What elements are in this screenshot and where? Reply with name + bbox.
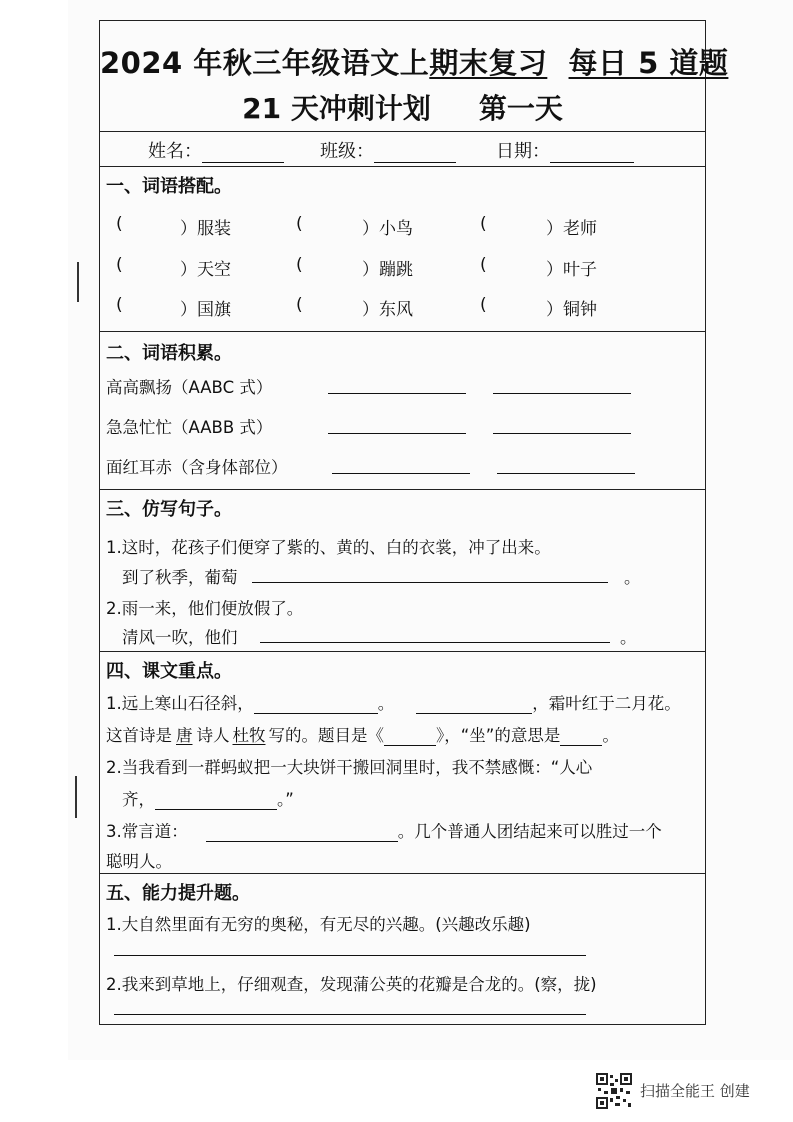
poem-stop: 。 (377, 694, 395, 713)
title-prefix: 2024 年秋三年级语文上 (100, 46, 430, 80)
match-item: ）铜钟 (546, 300, 597, 320)
date-label: 日期： (496, 141, 550, 162)
question-text: 聪明人。 (106, 852, 172, 871)
saying-start: 3.常言道： (106, 822, 188, 841)
name-field[interactable] (148, 137, 284, 163)
title-underlined: 期末复习 (429, 46, 548, 80)
poem-line (106, 690, 681, 714)
class-label: 班级： (320, 141, 374, 162)
answer-blank[interactable] (328, 415, 466, 434)
paren-open: ( (116, 295, 123, 315)
answer-blank[interactable] (493, 375, 631, 394)
answer-blank[interactable] (206, 823, 398, 842)
subtitle-day: 第一天 (478, 92, 563, 125)
date-field[interactable] (496, 137, 634, 163)
title-suffix: 每日 5 道题 (568, 46, 729, 80)
paren-open: ( (116, 255, 123, 275)
name-label: 姓名： (148, 141, 202, 162)
worksheet-subtitle (100, 87, 705, 127)
answer-blank[interactable] (332, 455, 470, 474)
dynasty-answer: 唐 (176, 726, 193, 745)
proverb-end: 。” (277, 790, 294, 809)
rewrite-question: 1.大自然里面有无穷的奥秘，有无尽的兴趣。(兴趣改乐趣) (106, 915, 531, 934)
answer-blank[interactable] (416, 695, 532, 714)
question-text (122, 786, 294, 810)
match-item: ）国旗 (180, 300, 231, 320)
word-prompt: 高高飘扬（AABC 式） (106, 378, 273, 397)
section4-heading: 四、课文重点。 (106, 661, 232, 682)
match-item: ）蹦跳 (362, 260, 413, 280)
section5-heading: 五、能力提升题。 (106, 883, 250, 904)
section2-heading: 二、词语积累。 (106, 343, 232, 364)
match-item: ）小鸟 (362, 219, 413, 239)
section3-heading: 三、仿写句子。 (106, 499, 232, 520)
poet-answer: 杜牧 (232, 726, 266, 745)
worksheet-title (100, 41, 729, 82)
poem-info-text: 诗人 (196, 726, 230, 745)
scanner-watermark: 扫描全能王 创建 (640, 1082, 750, 1100)
poem-end: ，霜叶红于二月花。 (532, 694, 681, 713)
divider (100, 131, 705, 132)
proverb-start: 齐， (122, 790, 155, 809)
word-prompt: 面红耳赤（含身体部位） (106, 458, 288, 477)
rewrite-question: 2.我来到草地上，仔细观查，发现蒲公英的花瓣是合龙的。(察，拢) (106, 975, 597, 994)
question-text: 2.当我看到一群蚂蚁把一大块饼干搬回洞里时，我不禁感慨：“人心 (106, 758, 593, 777)
margin-mark-bottom (75, 776, 77, 818)
match-item: ）服装 (180, 219, 231, 239)
paren-open: ( (296, 295, 303, 315)
section1-heading: 一、词语搭配。 (106, 176, 232, 197)
paren-open: ( (480, 295, 487, 315)
poem-start: 1.远上寒山石径斜， (106, 694, 254, 713)
divider (100, 651, 705, 652)
answer-blank[interactable] (384, 727, 436, 746)
answer-blank[interactable] (260, 624, 610, 643)
imitation-sentence: 1.这时，花孩子们便穿了紫的、黄的、白的衣裳，冲了出来。 (106, 538, 551, 557)
answer-blank[interactable] (155, 791, 277, 810)
match-item: ）天空 (180, 260, 231, 280)
sentence-end: 。 (624, 568, 641, 587)
answer-line[interactable] (114, 937, 586, 956)
answer-blank[interactable] (328, 375, 466, 394)
sentence-end: 。 (620, 628, 637, 647)
question-text (106, 818, 662, 842)
answer-blank[interactable] (560, 727, 602, 746)
match-item: ）东风 (362, 300, 413, 320)
answer-blank[interactable] (493, 415, 631, 434)
saying-end: 。几个普通人团结起来可以胜过一个 (397, 822, 662, 841)
paren-open: ( (296, 255, 303, 275)
paren-open: ( (480, 255, 487, 275)
divider (100, 331, 705, 332)
margin-mark-top (77, 262, 79, 302)
class-field[interactable] (320, 137, 456, 163)
qr-code-icon (596, 1073, 632, 1109)
divider (100, 489, 705, 490)
poem-info-line (106, 722, 619, 746)
paren-open: ( (480, 214, 487, 234)
match-item: ）叶子 (546, 260, 597, 280)
subtitle-plan: 21 天冲刺计划 (242, 92, 431, 125)
poem-info-text: 。 (602, 726, 619, 745)
answer-blank[interactable] (497, 455, 635, 474)
divider (100, 166, 705, 167)
paren-open: ( (116, 214, 123, 234)
paren-open: ( (296, 214, 303, 234)
poem-info-text: 写的。题目是《 (268, 726, 384, 745)
imitation-prompt: 清风一吹，他们 (122, 628, 238, 647)
imitation-sentence: 2.雨一来，他们便放假了。 (106, 599, 304, 618)
divider (100, 873, 705, 874)
imitation-prompt: 到了秋季，葡萄 (122, 568, 238, 587)
poem-info-text: 这首诗是 (106, 726, 172, 745)
answer-line[interactable] (114, 996, 586, 1015)
poem-info-text: 》，“坐”的意思是 (436, 726, 561, 745)
worksheet (99, 20, 729, 1025)
match-item: ）老师 (546, 219, 597, 239)
answer-blank[interactable] (254, 695, 378, 714)
answer-blank[interactable] (252, 564, 608, 583)
word-prompt: 急急忙忙（AABB 式） (106, 418, 273, 437)
